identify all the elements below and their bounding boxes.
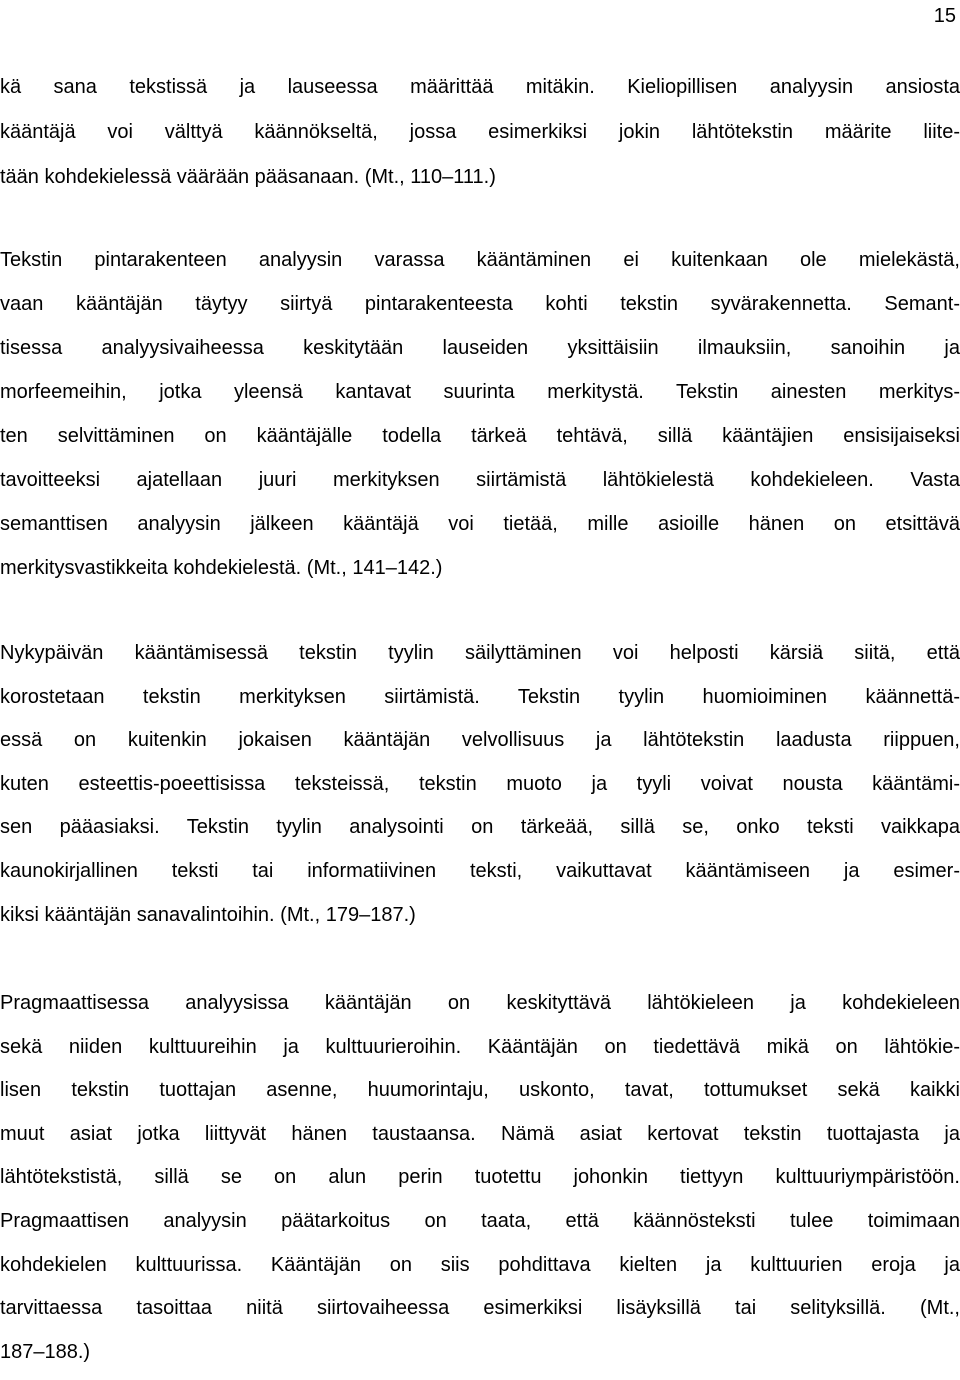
text-line: morfeemeihin, jotka yleensä kantavat suurinta merkitystä. Tekstin ainesten merkitys- bbox=[0, 381, 960, 403]
text-line: essä on kuitenkin jokaisen kääntäjän velvollisuus ja lähtötekstin laadusta riippuen, bbox=[0, 729, 960, 752]
text-line: tavoitteeksi ajatellaan juuri merkityksen siirtämistä lähtökielestä kohdekieleen. Vasta bbox=[0, 469, 960, 491]
text-line: kiksi kääntäjän sanavalintoihin. (Mt., 179–187.) bbox=[0, 903, 416, 926]
text-line: kuten esteettis-poeettisissa teksteissä, tekstin muoto ja tyyli voivat nousta kääntämi- bbox=[0, 772, 960, 795]
text-line: muut asiat jotka liittyvät hänen taustaansa. Nämä asiat kertovat tekstin tuottajasta ja bbox=[0, 1122, 960, 1145]
paragraph bbox=[0, 638, 960, 943]
text-line: tään kohdekielessä väärään pääsanaan. (Mt., 110–111.) bbox=[0, 166, 496, 188]
text-line: lisen tekstin tuottajan asenne, huumorintaju, uskonto, tavat, tottumukset sekä kaikki bbox=[0, 1079, 960, 1102]
text-line: merkitysvastikkeita kohdekielestä. (Mt., 141–142.) bbox=[0, 557, 443, 579]
page-number: 15 bbox=[933, 5, 956, 27]
text-line: Tekstin pintarakenteen analyysin varassa kääntäminen ei kuitenkaan ole mielekästä, bbox=[0, 249, 960, 271]
paragraph bbox=[0, 245, 960, 597]
text-line: kä sana tekstissä ja lauseessa määrittää mitäkin. Kieliopillisen analyysin ansiosta bbox=[0, 76, 960, 98]
paragraph bbox=[0, 72, 960, 207]
text-line: sekä niiden kulttuureihin ja kulttuurieroihin. Kääntäjän on tiedettävä mikä on lähtökie- bbox=[0, 1035, 960, 1058]
text-line: kaunokirjallinen teksti tai informatiivinen teksti, vaikuttavat kääntämiseen ja esimer- bbox=[0, 859, 960, 882]
text-line: vaan kääntäjän täytyy siirtyä pintarakenteesta kohti tekstin syvärakennetta. Semant- bbox=[0, 293, 960, 315]
text-line: kohdekielen kulttuurissa. Kääntäjän on siis pohdittava kielten ja kulttuurien eroja ja bbox=[0, 1253, 960, 1276]
text-line: lähtötekstistä, sillä se on alun perin tuotettu johonkin tiettyyn kulttuuriympäristöön. bbox=[0, 1166, 960, 1189]
paragraph bbox=[0, 988, 960, 1380]
text-line: Nykypäivän kääntämisessä tekstin tyylin säilyttäminen voi helposti kärsiä siitä, että bbox=[0, 642, 960, 664]
text-line: semanttisen analyysin jälkeen kääntäjä voi tietää, mille asioille hänen on etsittävä bbox=[0, 513, 960, 535]
text-line: kääntäjä voi välttyä käännökseltä, jossa esimerkiksi jokin lähtötekstin määrite liite- bbox=[0, 121, 960, 143]
text-line: sen pääasiaksi. Tekstin tyylin analysointi on tärkeää, sillä se, onko teksti vaikkapa bbox=[0, 816, 960, 839]
text-line: 187–188.) bbox=[0, 1340, 91, 1363]
text-line: ten selvittäminen on kääntäjälle todella tärkeä tehtävä, sillä kääntäjien ensisijaiseksi bbox=[0, 425, 960, 447]
text-line: tisessa analyysivaiheessa keskitytään lauseiden yksittäisiin ilmauksiin, sanoihin ja bbox=[0, 337, 960, 359]
text-line: tarvittaessa tasoittaa niitä siirtovaiheessa esimerkiksi lisäyksillä tai selityksillä. (Mt., bbox=[0, 1297, 960, 1320]
text-line: Pragmaattisessa analyysissa kääntäjän on keskityttävä lähtökieleen ja kohdekieleen bbox=[0, 992, 960, 1014]
text-line: korostetaan tekstin merkityksen siirtämistä. Tekstin tyylin huomioiminen käännettä- bbox=[0, 685, 960, 708]
text-line: Pragmaattisen analyysin päätarkoitus on taata, että käännösteksti tulee toimimaan bbox=[0, 1209, 960, 1232]
